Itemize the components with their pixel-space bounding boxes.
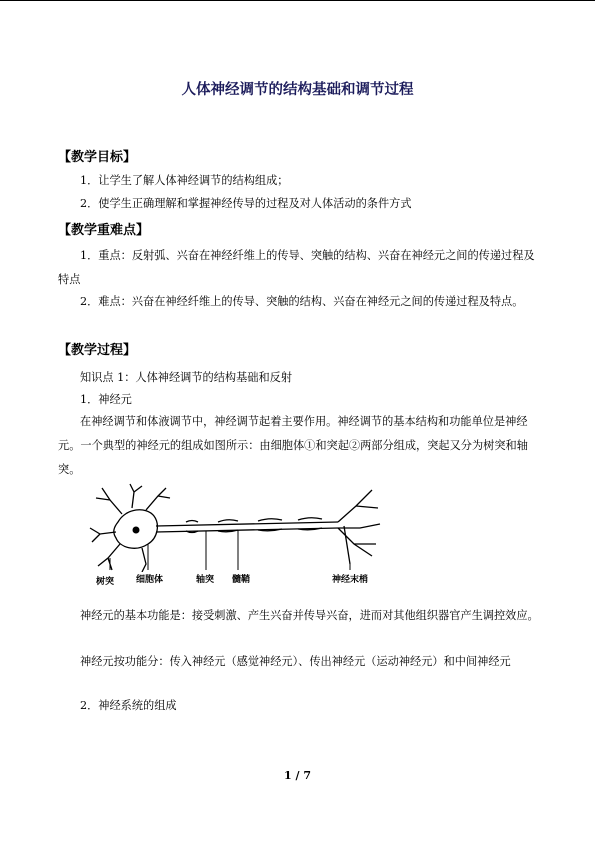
label-axon: 轴突 [196,575,215,585]
paragraph-neuron-function: 神经元的基本功能是：接受刺激、产生兴奋并传导兴奋，进而对其他组织器官产生调控效应。 [80,609,539,622]
key-point-2: 2．难点：兴奋在神经纤维上的传导、突触的结构、兴奋在神经元之间的传递过程及特点。 [80,295,524,308]
label-myelin: 髓鞘 [232,575,251,585]
label-cell-body: 细胞体 [136,575,164,585]
paragraph-neuron-intro: 在神经调节和体液调节中，神经调节起着主要作用。神经调节的基本结构和功能单位是神经元。一个典型的神经元的组成如图所示：由细胞体①和突起②两部分组成，突起又分为树突和轴突。 [58,415,528,476]
key-point-1: 1．重点：反射弧、兴奋在神经纤维上的传导、突触的结构、兴奋在神经元之间的传递过程及特点 [58,249,535,286]
page-number: 1 / 7 [284,769,311,782]
document-title: 人体神经调节的结构基础和调节过程 [181,82,414,98]
top-border [0,0,595,1]
subheading-nervous-system: 2．神经系统的组成 [80,699,177,712]
heading-goals: 【教学目标】 [58,150,137,165]
label-dendrite: 树突 [96,577,115,587]
knowledge-point-1: 知识点 1：人体神经调节的结构基础和反射 [80,371,293,384]
neuron-drawing [88,482,388,572]
neuron-diagram [88,482,388,592]
heading-key-points: 【教学重难点】 [58,223,150,238]
paragraph-neuron-types: 神经元按功能分：传入神经元（感觉神经元）、传出神经元（运动神经元）和中间神经元 [80,655,511,668]
label-nerve-ending: 神经末梢 [332,575,369,585]
subheading-neuron: 1．神经元 [80,393,132,406]
goal-item-2: 2．使学生正确理解和掌握神经传导的过程及对人体活动的条件方式 [80,197,412,210]
heading-process: 【教学过程】 [58,343,137,358]
goal-item-1: 1．让学生了解人体神经调节的结构组成； [80,174,289,187]
